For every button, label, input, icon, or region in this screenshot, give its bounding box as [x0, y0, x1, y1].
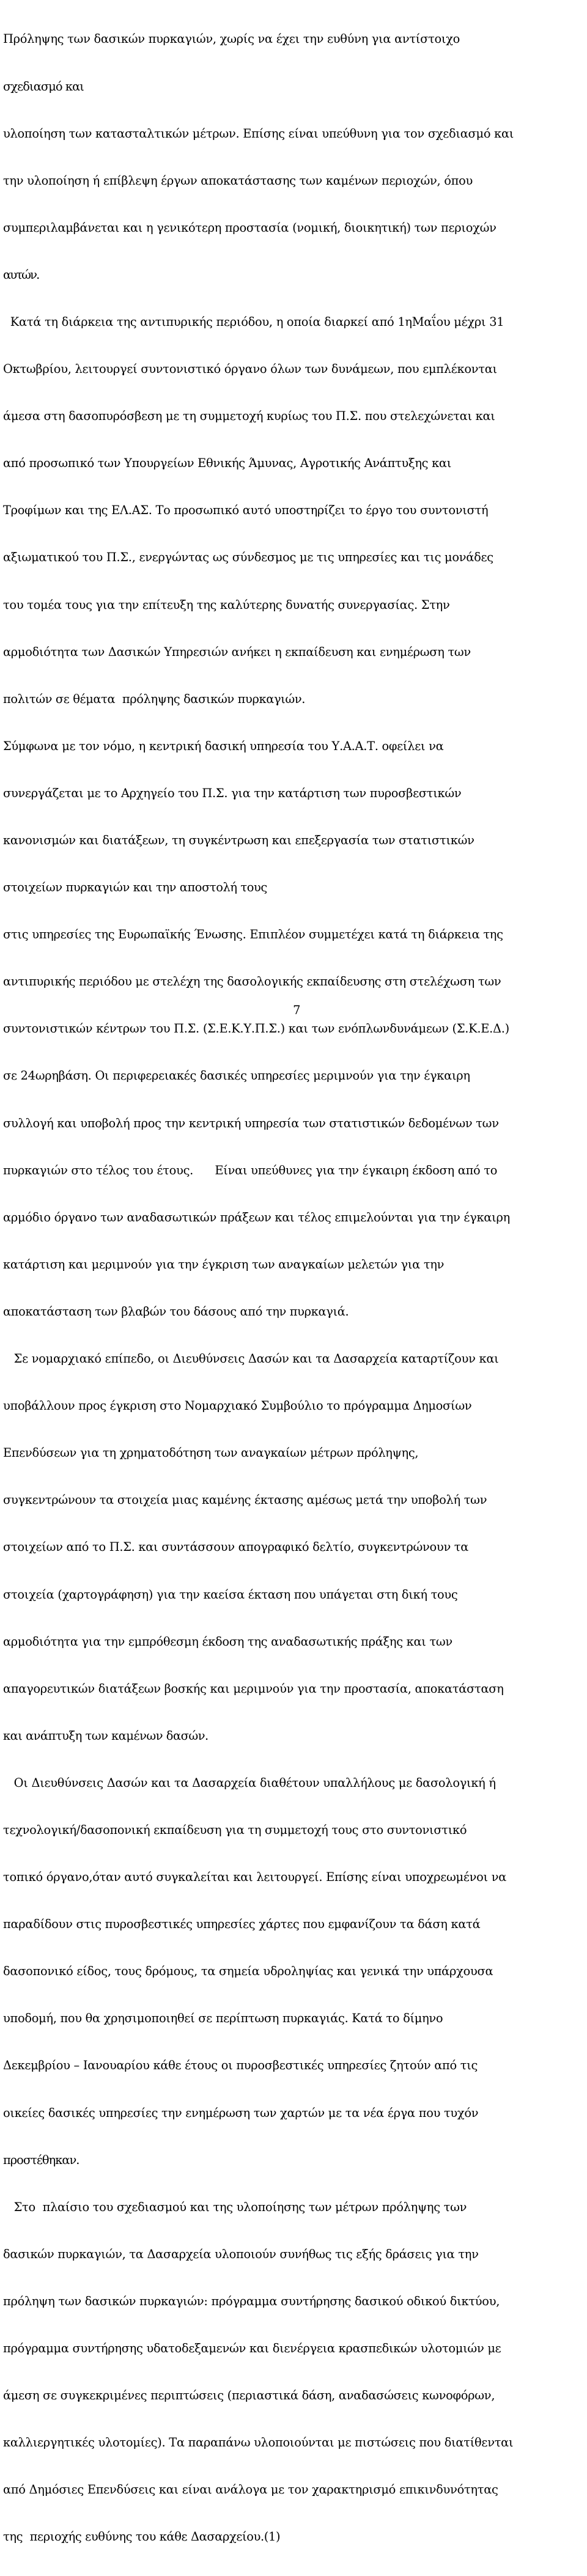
text-line: του τομέα τους για την επίτευξη της καλύτερης δυνατής συνεργασίας. Στην: [3, 597, 450, 612]
text-line: αποκατάσταση των βλαβών του δάσους από την πυρκαγιά.: [3, 1304, 349, 1319]
text-line: αξιωματικού του Π.Σ., ενεργώντας ως σύνδεσμος με τις υπηρεσίες και τις μονάδες: [3, 550, 493, 565]
text-line: Στο πλαίσιο του σχεδιασμού και της υλοποίησης των μέτρων πρόληψης των: [3, 2199, 467, 2214]
text-line: αρμοδιότητα των Δασικών Υπηρεσιών ανήκει η εκπαίδευση και ενημέρωση των: [3, 644, 471, 659]
text-line: πυρκαγιών στο τέλος του έτους. Είναι υπεύθυνες για την έγκαιρη έκδοση από το: [3, 1163, 498, 1177]
text-line: τοπικό όργανο,όταν αυτό συγκαλείται και λειτουργεί. Επίσης είναι υποχρεωμένοι να: [3, 1870, 507, 1885]
text-line: προστέθηκαν.: [3, 2152, 79, 2167]
text-line: αρμόδιο όργανο των αναδασωτικών πράξεων και τέλος επιμελούνται για την έγκαιρη: [3, 1210, 510, 1224]
text-line: στοιχείων από το Π.Σ. και συντάσσουν απογραφικό δελτίο, συγκεντρώνουν τα: [3, 1540, 469, 1555]
text-line: άμεση σε συγκεκριμένες περιπτώσεις (περιαστικά δάση, αναδασώσεις κωνοφόρων,: [3, 2388, 495, 2403]
text-line: καλλιεργητικές υλοτομίες). Τα παραπάνω υλοποιούνται με πιστώσεις που διατίθενται: [3, 2435, 514, 2450]
text-line: άμεσα στη δασοπυρόσβεση με τη συμμετοχή κυρίως του Π.Σ. που στελεχώνεται και: [3, 409, 495, 424]
text-line: σχεδιασμό και: [3, 79, 84, 94]
text-line: Σύμφωνα με τον νόμο, η κεντρική δασική υπηρεσία του Υ.Α.Α.Τ. οφείλει να: [3, 738, 444, 753]
text-line: αντιπυρικής περιόδου με στελέχη της δασολογικής εκπαίδευσης στη στελέχωση των: [3, 974, 501, 989]
text-line: τεχνολογική/δασοπονική εκπαίδευση για τη συμμετοχή τους στο συντονιστικό: [3, 1822, 467, 1837]
text-line: της περιοχής ευθύνης του κάθε Δασαρχείου.(1): [3, 2530, 281, 2544]
text-line: και ανάπτυξη των καμένων δασών.: [3, 1728, 209, 1743]
text-line: στοιχείων πυρκαγιών και την αποστολή τους: [3, 880, 267, 895]
text-line: αρμοδιότητα για την εμπρόθεσμη έκδοση της αναδασωτικής πράξης και των: [3, 1634, 452, 1649]
text-line: πρόληψη των δασικών πυρκαγιών: πρόγραμμα συντήρησης δασικού οδικού δικτύου,: [3, 2294, 500, 2308]
text-line: παραδίδουν στις πυροσβεστικές υπηρεσίες χάρτες που εμφανίζουν τα δάση κατά: [3, 1917, 481, 1932]
text-line: υποδομή, που θα χρησιμοποιηθεί σε περίπτωση πυρκαγιάς. Κατά το δίμηνο: [3, 2011, 443, 2026]
text-line: δασοπονικό είδος, τους δρόμους, τα σημεία υδροληψίας και γενικά την υπάρχουσα: [3, 1964, 493, 1979]
text-line: υποβάλλουν προς έγκριση στο Νομαρχιακό Συμβούλιο το πρόγραμμα Δημοσίων: [3, 1399, 472, 1413]
text-line: Οκτωβρίου, λειτουργεί συντονιστικό όργανο όλων των δυνάμεων, που εμπλέκονται: [3, 362, 497, 377]
text-line: Τροφίμων και της ΕΛ.ΑΣ. Το προσωπικό αυτό υποστηρίζει το έργο του συντονιστή: [3, 503, 489, 518]
text-line: σε 24ωρηβάση. Οι περιφερειακές δασικές υπηρεσίες μεριμνούν για την έγκαιρη: [3, 1069, 470, 1083]
text-line: απαγορευτικών διατάξεων βοσκής και μεριμνούν για την προστασία, αποκατάσταση: [3, 1681, 504, 1696]
text-line: συντονιστικών κέντρων του Π.Σ. (Σ.Ε.Κ.Υ.Π.Σ.) και των ενόπλωνδυνάμεων (Σ.Κ.Ε.Δ.): [3, 1021, 509, 1036]
text-line: αυτών.: [3, 267, 39, 282]
text-line: Σε νομαρχιακό επίπεδο, οι Διευθύνσεις Δασών και τα Δασαρχεία καταρτίζουν και: [3, 1352, 499, 1366]
text-line: κανονισμών και διατάξεων, τη συγκέντρωση και επεξεργασία των στατιστικών: [3, 833, 474, 847]
text-line: πολιτών σε θέματα πρόληψης δασικών πυρκαγιών.: [3, 691, 306, 706]
text-line: κατάρτιση και μεριμνούν για την έγκριση των αναγκαίων μελετών για την: [3, 1257, 445, 1271]
text-line: Πρόληψης των δασικών πυρκαγιών, χωρίς να έχει την ευθύνη για αντίστοιχο: [3, 32, 460, 46]
text-line: στις υπηρεσίες της Ευρωπαϊκής Ένωσης. Επιπλέον συμμετέχει κατά τη διάρκεια της: [3, 927, 503, 942]
text-line: πρόγραμμα συντήρησης υδατοδεξαμενών και διενέργεια κρασπεδικών υλοτομιών με: [3, 2341, 501, 2355]
text-line: οικείες δασικές υπηρεσίες την ενημέρωση των χαρτών με τα νέα έργα που τυχόν: [3, 2105, 479, 2120]
text-line: Οι Διευθύνσεις Δασών και τα Δασαρχεία διαθέτουν υπαλλήλους με δασολογική ή: [3, 1775, 496, 1790]
text-line: συγκεντρώνουν τα στοιχεία μιας καμένης έκτασης αμέσως μετά την υποβολή των: [3, 1493, 487, 1507]
text-line: υλοποίηση των κατασταλτικών μέτρων. Επίσης είναι υπεύθυνη για τον σχεδιασμό και: [3, 126, 514, 141]
text-line: συμπεριλαμβάνεται και η γενικότερη προστασία (νομική, διοικητική) των περιοχών: [3, 220, 497, 235]
text-line: Δεκεμβρίου – Ιανουαρίου κάθε έτους οι πυροσβεστικές υπηρεσίες ζητούν από τις: [3, 2058, 478, 2073]
page-number: [0, 1003, 587, 1018]
text-line: συνεργάζεται με το Αρχηγείο του Π.Σ. για την κατάρτιση των πυροσβεστικών: [3, 786, 462, 800]
text-line: από προσωπικό των Υπουργείων Εθνικής Άμυνας, Αγροτικής Ανάπτυξης και: [3, 456, 452, 471]
text-line: από Δημόσιες Επενδύσεις και είναι ανάλογα με τον χαρακτηρισμό επικινδυνότητας: [3, 2482, 498, 2497]
text-line: Κατά τη διάρκεια της αντιπυρικής περιόδου, η οποία διαρκεί από 1ηΜαΐου μέχρι 31: [3, 314, 504, 329]
page-number-label: 7: [293, 1003, 300, 1017]
text-line: στοιχεία (χαρτογράφηση) για την καείσα έκταση που υπάγεται στη δική τους: [3, 1587, 458, 1602]
text-line: Επενδύσεων για τη χρηματοδότηση των αναγκαίων μέτρων πρόληψης,: [3, 1446, 419, 1460]
text-line: την υλοποίηση ή επίβλεψη έργων αποκατάστασης των καμένων περιοχών, όπου: [3, 173, 473, 188]
text-line: συλλογή και υποβολή προς την κεντρική υπηρεσία των στατιστικών δεδομένων των: [3, 1116, 499, 1130]
text-line: δασικών πυρκαγιών, τα Δασαρχεία υλοποιούν συνήθως τις εξής δράσεις για την: [3, 2247, 479, 2261]
